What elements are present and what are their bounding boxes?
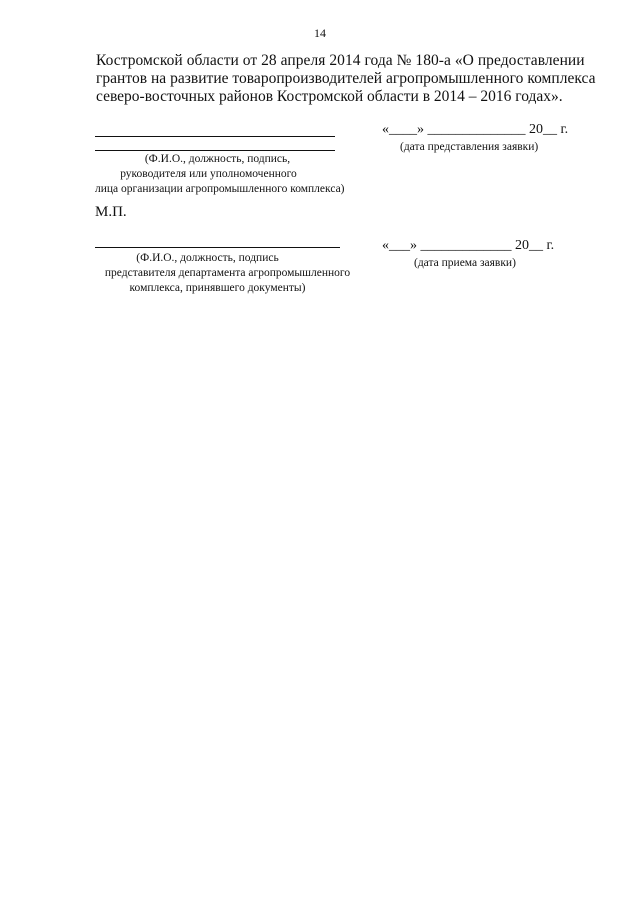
signature-line-department xyxy=(95,247,340,248)
submission-date-field xyxy=(382,122,568,138)
date-month: ______________ xyxy=(427,122,526,137)
applicant-signature-caption xyxy=(95,152,345,197)
caption-line: (Ф.И.О., должность, подпись xyxy=(136,252,279,264)
page-number: 14 xyxy=(314,26,326,40)
date-month: _____________ xyxy=(420,238,512,253)
caption-line: (Ф.И.О., должность, подпись, xyxy=(144,153,291,165)
intro-line: грантов на развитие товаропроизводителей агропромышленного комплекса xyxy=(96,70,596,87)
intro-paragraph xyxy=(96,52,596,106)
intro-line: северо-восточных районов Костромской области в 2014 – 2016 годах». xyxy=(96,88,563,105)
reception-date-field xyxy=(382,238,554,254)
intro-line: Костромской области от 28 апреля 2014 года № 180-а «О предоставлении xyxy=(96,52,585,69)
submission-date-caption: (дата представления заявки) xyxy=(400,141,539,153)
caption-line: лица организации агропромышленного комплекса) xyxy=(95,183,345,195)
date-day: «____» xyxy=(382,122,424,137)
date-day: «___» xyxy=(382,238,417,253)
signature-line-applicant-2 xyxy=(95,150,335,151)
caption-line: представителя департамента агропромышленного xyxy=(104,267,351,279)
date-year: 20__ г. xyxy=(515,238,555,253)
date-year: 20__ г. xyxy=(529,122,569,137)
department-signature-caption xyxy=(95,251,360,296)
reception-date-caption: (дата приема заявки) xyxy=(414,257,516,269)
stamp-label: М.П. xyxy=(95,204,127,220)
caption-line: руководителя или уполномоченного xyxy=(120,168,297,180)
caption-line: комплекса, принявшего документы) xyxy=(129,282,306,294)
signature-line-applicant-1 xyxy=(95,136,335,137)
